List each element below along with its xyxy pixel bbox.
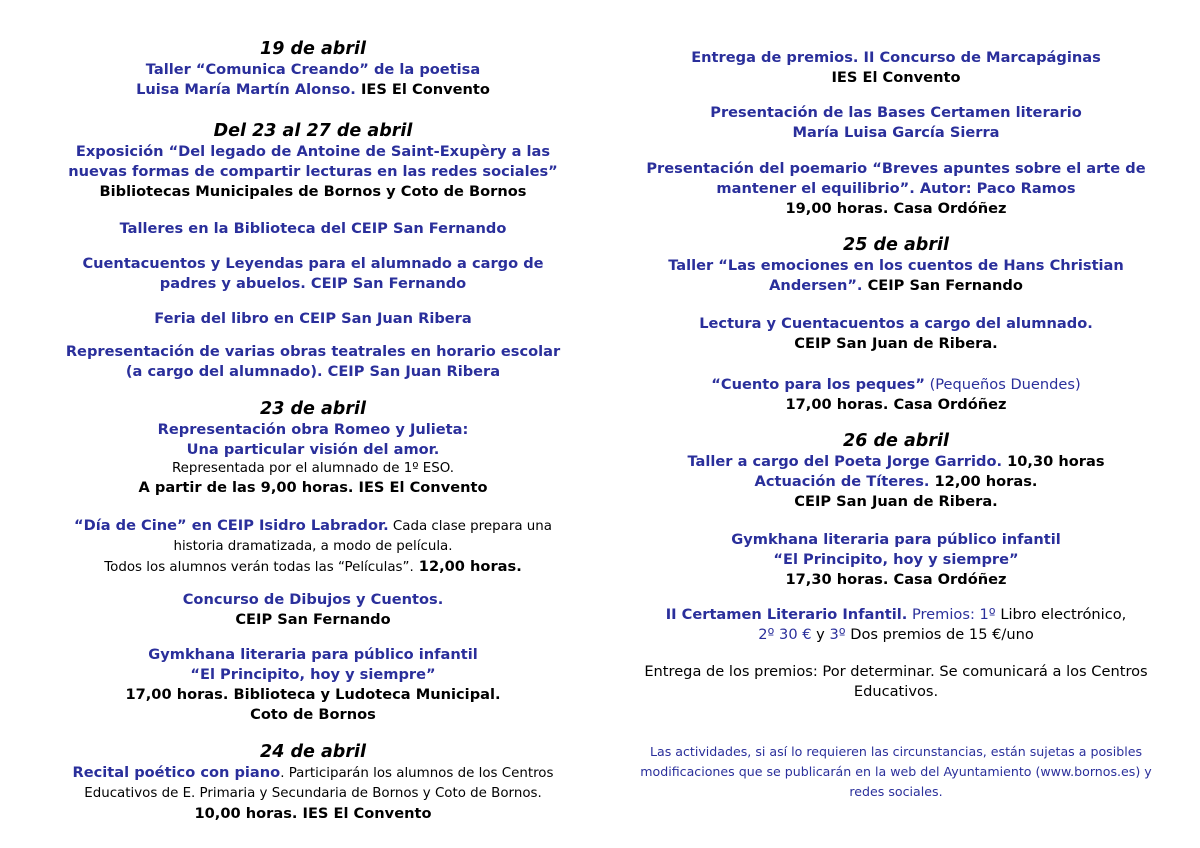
event-representacion	[30, 342, 596, 382]
event-detail: Dos premios de 15 €/uno	[845, 626, 1034, 643]
event-line: Feria del libro en CEIP San Juan Ribera	[154, 310, 472, 327]
note-line: Las actividades, si así lo requieren las circunstancias, están sujetas a posibles	[649, 744, 1143, 759]
event-gymkhana	[30, 645, 596, 725]
event-line: Presentación de las Bases Certamen literario	[710, 104, 1082, 121]
event-line: Exposición “Del legado de Antoine de Saint-Exupèry a las	[75, 143, 551, 160]
event-venue: IES El Convento	[831, 69, 961, 86]
section-23-27-abril	[30, 120, 596, 202]
event-line: nuevas formas de compartir lecturas en las redes sociales”	[68, 163, 558, 180]
section-24-abril	[30, 741, 596, 824]
event-detail: . Participarán los alumnos de los Centros	[280, 766, 554, 781]
event-line: “El Principito, hoy y siempre”	[773, 551, 1019, 568]
event-line: Taller “Comunica Creando” de la poetisa	[145, 61, 481, 78]
event-venue: CEIP San Juan de Ribera.	[794, 493, 998, 510]
event-line: “El Principito, hoy y siempre”	[190, 666, 436, 683]
event-line: (a cargo del alumnado). CEIP San Juan Ribera	[125, 363, 501, 380]
section-23-abril	[30, 398, 596, 498]
event-bases	[612, 103, 1180, 143]
section-26-abril	[612, 430, 1180, 512]
event-line: Talleres en la Biblioteca del CEIP San Fernando	[119, 220, 507, 237]
event-time: 10,00 horas. IES El Convento	[194, 805, 432, 822]
disclaimer-note	[612, 742, 1180, 802]
event-time: 12,00 horas.	[413, 558, 522, 575]
event-detail: Educativos.	[853, 683, 939, 700]
event-venue: Coto de Bornos	[250, 706, 376, 723]
event-time: A partir de las 9,00 horas. IES El Convento	[138, 479, 488, 496]
event-cuento-peques	[612, 375, 1180, 415]
date-heading: 24 de abril	[260, 742, 366, 762]
event-detail: (Pequeños Duendes)	[924, 376, 1081, 393]
section-19-abril	[30, 38, 596, 100]
event-gymkhana-2	[612, 530, 1180, 590]
event-time: 12,00 horas.	[929, 473, 1038, 490]
note-line: redes sociales.	[849, 784, 943, 799]
event-line: Una particular visión del amor.	[186, 441, 440, 458]
section-25-abril	[612, 234, 1180, 296]
event-line: “Día de Cine” en CEIP Isidro Labrador.	[74, 517, 389, 534]
date-heading: 25 de abril	[843, 235, 949, 255]
event-time: 19,00 horas. Casa Ordóñez	[785, 200, 1007, 217]
event-dia-de-cine	[30, 516, 596, 578]
event-line: Lectura y Cuentacuentos a cargo del alumnado.	[699, 315, 1093, 332]
event-concurso	[30, 590, 596, 630]
event-line: mantener el equilibrio”. Autor: Paco Ramos	[716, 180, 1076, 197]
event-line: Luisa María Martín Alonso.	[136, 81, 356, 98]
event-venue: CEIP San Juan de Ribera.	[794, 335, 998, 352]
event-entrega-info	[612, 662, 1180, 702]
event-time: 17,00 horas. Biblioteca y Ludoteca Municipal.	[125, 686, 501, 703]
event-venue: Bibliotecas Municipales de Bornos y Coto de Bornos	[99, 183, 527, 200]
event-detail: Todos los alumnos verán todas las “Películas”.	[104, 560, 414, 575]
event-line: Taller “Las emociones en los cuentos de Hans Christian	[668, 257, 1124, 274]
event-time: 10,30 horas	[1002, 453, 1105, 470]
event-certamen	[612, 605, 1180, 645]
event-line: padres y abuelos. CEIP San Fernando	[159, 275, 467, 292]
event-detail: 3º	[829, 626, 846, 643]
event-detail: Libro electrónico,	[995, 606, 1127, 623]
event-line: Representación de varias obras teatrales en horario escolar	[65, 343, 561, 360]
event-line: Concurso de Dibujos y Cuentos.	[182, 591, 444, 608]
event-line: Cuentacuentos y Leyendas para el alumnado a cargo de	[82, 255, 544, 272]
event-venue: IES El Convento	[355, 81, 490, 98]
event-line: Taller a cargo del Poeta Jorge Garrido.	[687, 453, 1003, 470]
event-line: Recital poético con piano	[72, 764, 281, 781]
event-line: Entrega de premios. II Concurso de Marcapáginas	[691, 49, 1101, 66]
event-detail: y	[811, 626, 830, 643]
event-detail: historia dramatizada, a modo de película.	[173, 539, 453, 554]
event-line: II Certamen Literario Infantil.	[665, 606, 908, 623]
event-line: “Cuento para los peques”	[711, 376, 925, 393]
event-time: 17,30 horas. Casa Ordóñez	[785, 571, 1007, 588]
event-line: Gymkhana literaria para público infantil	[731, 531, 1061, 548]
event-detail: Cada clase prepara una	[388, 519, 552, 534]
event-line: Actuación de Títeres.	[754, 473, 930, 490]
event-talleres	[30, 219, 596, 239]
date-heading: 19 de abril	[260, 39, 366, 59]
event-poemario	[612, 159, 1180, 219]
date-heading: 23 de abril	[260, 399, 366, 419]
event-line: Gymkhana literaria para público infantil	[148, 646, 478, 663]
event-cuentacuentos	[30, 254, 596, 294]
event-feria	[30, 309, 596, 329]
event-detail: Entrega de los premios: Por determinar. Se comunicará a los Centros	[644, 663, 1148, 680]
event-entrega-premios	[612, 48, 1180, 88]
event-venue: CEIP San Fernando	[862, 277, 1023, 294]
event-detail: Representada por el alumnado de 1º ESO.	[171, 461, 455, 476]
event-detail: Premios: 1º	[907, 606, 996, 623]
event-time: 17,00 horas. Casa Ordóñez	[785, 396, 1007, 413]
event-line: Andersen”.	[769, 277, 863, 294]
event-line: Presentación del poemario “Breves apuntes sobre el arte de	[646, 160, 1146, 177]
date-heading: Del 23 al 27 de abril	[213, 121, 413, 141]
event-detail: Educativos de E. Primaria y Secundaria de Bornos y Coto de Bornos.	[84, 786, 542, 801]
event-line: Representación obra Romeo y Julieta:	[157, 421, 469, 438]
event-lectura	[612, 314, 1180, 354]
event-detail: 2º 30 €	[758, 626, 812, 643]
event-line: María Luisa García Sierra	[792, 124, 1000, 141]
note-line: modificaciones que se publicarán en la web del Ayuntamiento (www.bornos.es) y	[640, 764, 1152, 779]
event-venue: CEIP San Fernando	[235, 611, 391, 628]
date-heading: 26 de abril	[843, 431, 949, 451]
